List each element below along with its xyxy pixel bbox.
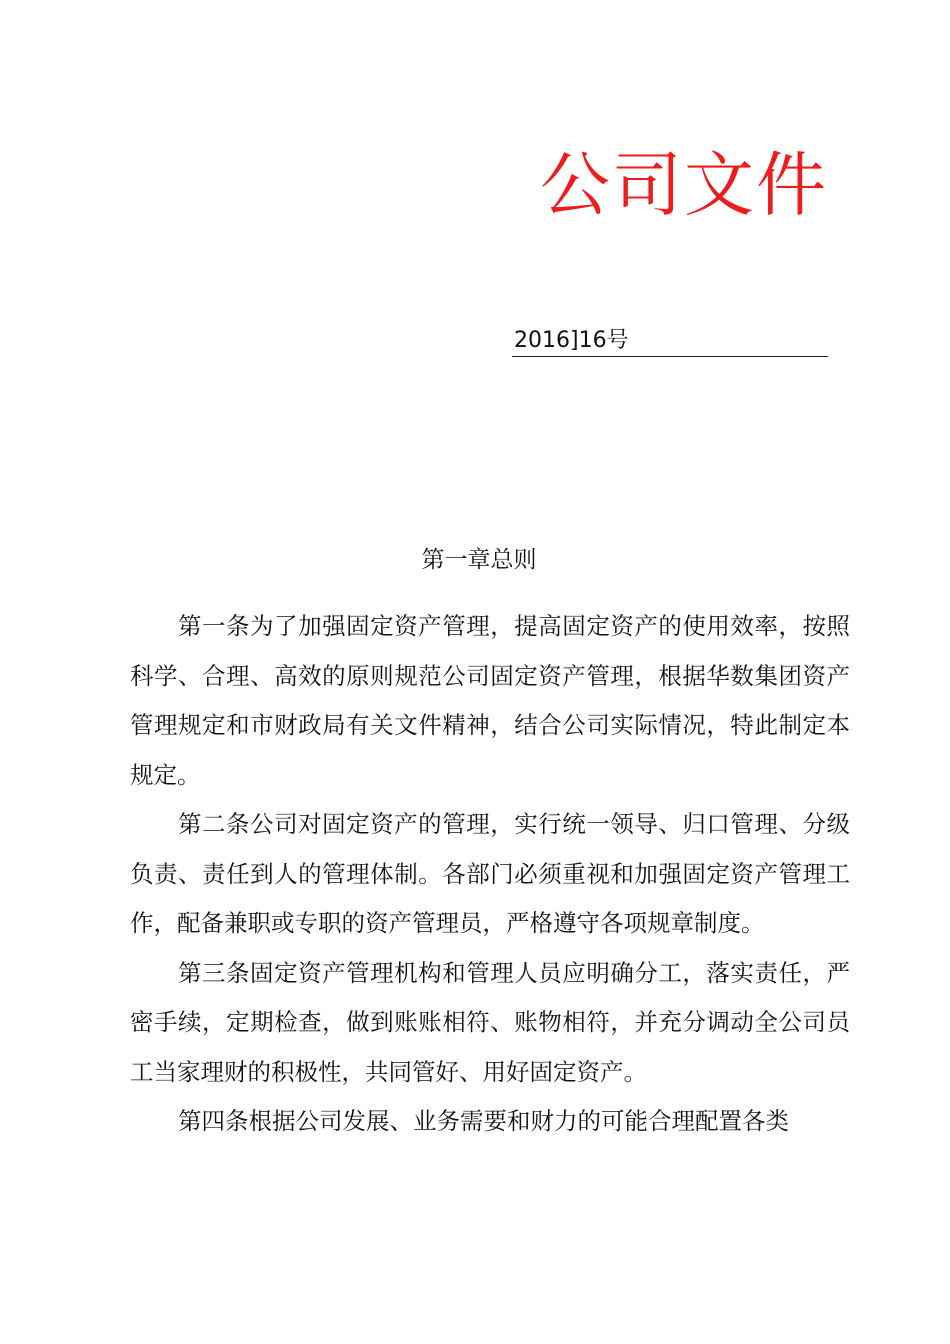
article-paragraph-3: 第三条固定资产管理机构和管理人员应明确分工，落实责任，严密手续，定期检查，做到账账相符、账物相符，并充分调动全公司员工当家理财的积极性，共同管好、用好固定资产。 <box>130 958 850 1086</box>
document-body <box>130 602 850 1147</box>
chapter-title: 第一章总则 <box>421 547 537 573</box>
document-header-title: 公司文件 <box>540 144 828 226</box>
article-paragraph-1: 第一条为了加强固定资产管理，提高固定资产的使用效率，按照科学、合理、高效的原则规范公司固定资产管理，根据华数集团资产管理规定和市财政局有关文件精神，结合公司实际情况，特此制定本规定。 <box>130 612 850 789</box>
article-paragraph-2: 第二条公司对固定资产的管理，实行统一领导、归口管理、分级负责、责任到人的管理体制。各部门必须重视和加强固定资产管理工作，配备兼职或专职的资产管理员，严格遵守各项规章制度。 <box>130 810 850 937</box>
document-number: 2016]16号 <box>514 328 629 353</box>
article-paragraph-4: 第四条根据公司发展、业务需要和财力的可能合理配置各类 <box>178 1107 789 1135</box>
document-number-line <box>512 326 828 357</box>
